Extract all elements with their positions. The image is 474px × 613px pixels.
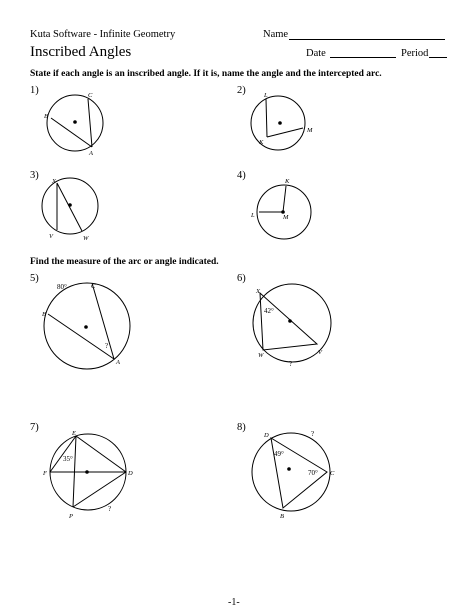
problem-7-label-f: F bbox=[43, 470, 47, 477]
problem-6-unknown: ? bbox=[289, 360, 293, 368]
problem-6-label-w: W bbox=[258, 352, 264, 359]
problem-3-label-v: V bbox=[49, 233, 53, 240]
instructions-part2: Find the measure of the arc or angle indicated. bbox=[30, 257, 219, 267]
problem-5-label-b: B bbox=[42, 311, 46, 318]
problem-5-unknown: ? bbox=[105, 342, 109, 350]
problem-1-label-c: C bbox=[88, 92, 93, 99]
problem-6-label-v: V bbox=[318, 349, 322, 356]
problem-7-label-p: P bbox=[69, 513, 73, 520]
problem-1-label-b: B bbox=[44, 113, 48, 120]
problem-2-number: 2) bbox=[237, 85, 246, 96]
problem-8-center bbox=[287, 467, 291, 471]
problem-1-center bbox=[73, 120, 77, 124]
problem-4-label-k: K bbox=[285, 178, 290, 185]
problem-1-chord-ca bbox=[88, 99, 92, 147]
problem-5-chord-ca bbox=[92, 283, 114, 359]
problem-7-given-angle: 35° bbox=[63, 455, 73, 463]
problem-2-diagram bbox=[251, 92, 313, 150]
problem-7-number: 7) bbox=[30, 422, 39, 433]
problem-5-number: 5) bbox=[30, 273, 39, 284]
problem-8-label-c: C bbox=[330, 470, 335, 477]
date-label: Date bbox=[306, 48, 326, 59]
problem-5-chord-ba bbox=[48, 314, 114, 359]
problem-4-number: 4) bbox=[237, 170, 246, 181]
problem-5-diagram bbox=[42, 283, 130, 369]
problem-2-chord-km bbox=[267, 128, 303, 137]
problem-6-number: 6) bbox=[237, 273, 246, 284]
problem-2-chord-lk bbox=[266, 99, 267, 137]
page-number: -1- bbox=[228, 597, 240, 608]
problem-8-diagram bbox=[252, 430, 335, 520]
problem-3-label-w: W bbox=[83, 235, 89, 242]
problem-8-triangle bbox=[271, 438, 327, 508]
problem-8-number: 8) bbox=[237, 422, 246, 433]
problem-2-label-m: M bbox=[307, 127, 313, 134]
problem-8-unknown: ? bbox=[311, 430, 315, 438]
problem-6-label-x: X bbox=[256, 288, 260, 295]
problem-7-chord-pd bbox=[73, 472, 126, 507]
problem-7-label-e: E bbox=[72, 430, 76, 437]
software-name: Kuta Software - Infinite Geometry bbox=[30, 29, 176, 40]
problem-8-circle bbox=[252, 433, 330, 511]
page-title: Inscribed Angles bbox=[30, 44, 132, 60]
problem-6-given-angle: 42° bbox=[264, 307, 274, 315]
problem-8-given-angle-c: 70° bbox=[308, 469, 318, 477]
problem-7-label-d: D bbox=[128, 470, 133, 477]
problem-7-unknown: ? bbox=[108, 505, 112, 513]
problem-4-label-l: L bbox=[251, 212, 255, 219]
problem-5-label-c: C bbox=[91, 283, 96, 290]
problem-8-given-angle-d: 49° bbox=[274, 450, 284, 458]
problem-1-label-a: A bbox=[89, 150, 93, 157]
problem-5-given-arc: 80° bbox=[57, 283, 67, 291]
problem-3-number: 3) bbox=[30, 170, 39, 181]
problem-1-diagram bbox=[44, 92, 103, 157]
problem-6-diagram bbox=[253, 284, 331, 368]
problem-3-diagram bbox=[42, 178, 98, 242]
problem-4-label-m: M bbox=[283, 214, 289, 221]
problem-4-diagram bbox=[250, 178, 311, 239]
problem-6-center bbox=[288, 319, 292, 323]
name-label: Name bbox=[263, 29, 289, 40]
problem-3-label-x: X bbox=[52, 178, 56, 185]
problem-8-label-b: B bbox=[280, 513, 284, 520]
problem-4-radius-mk bbox=[283, 186, 286, 212]
problem-7-chord-ed bbox=[76, 436, 126, 472]
problem-2-label-k: K bbox=[259, 139, 264, 146]
problem-7-center bbox=[85, 470, 89, 474]
problem-7-diagram bbox=[42, 430, 133, 520]
problem-1-chord-ba bbox=[51, 118, 92, 147]
problem-7-chord-ef bbox=[50, 436, 76, 472]
problem-8-label-d: D bbox=[264, 432, 269, 439]
problem-3-center bbox=[68, 203, 72, 207]
period-label: Period bbox=[401, 48, 429, 59]
problem-5-center bbox=[84, 325, 88, 329]
problem-2-label-l: L bbox=[264, 92, 268, 99]
problem-5-label-a: A bbox=[116, 359, 120, 366]
instructions-part1: State if each angle is an inscribed angle. If it is, name the angle and the intercepted arc. bbox=[30, 69, 382, 79]
problem-2-center bbox=[278, 121, 282, 125]
problem-1-number: 1) bbox=[30, 85, 39, 96]
problem-3-chord-xw bbox=[57, 183, 82, 231]
